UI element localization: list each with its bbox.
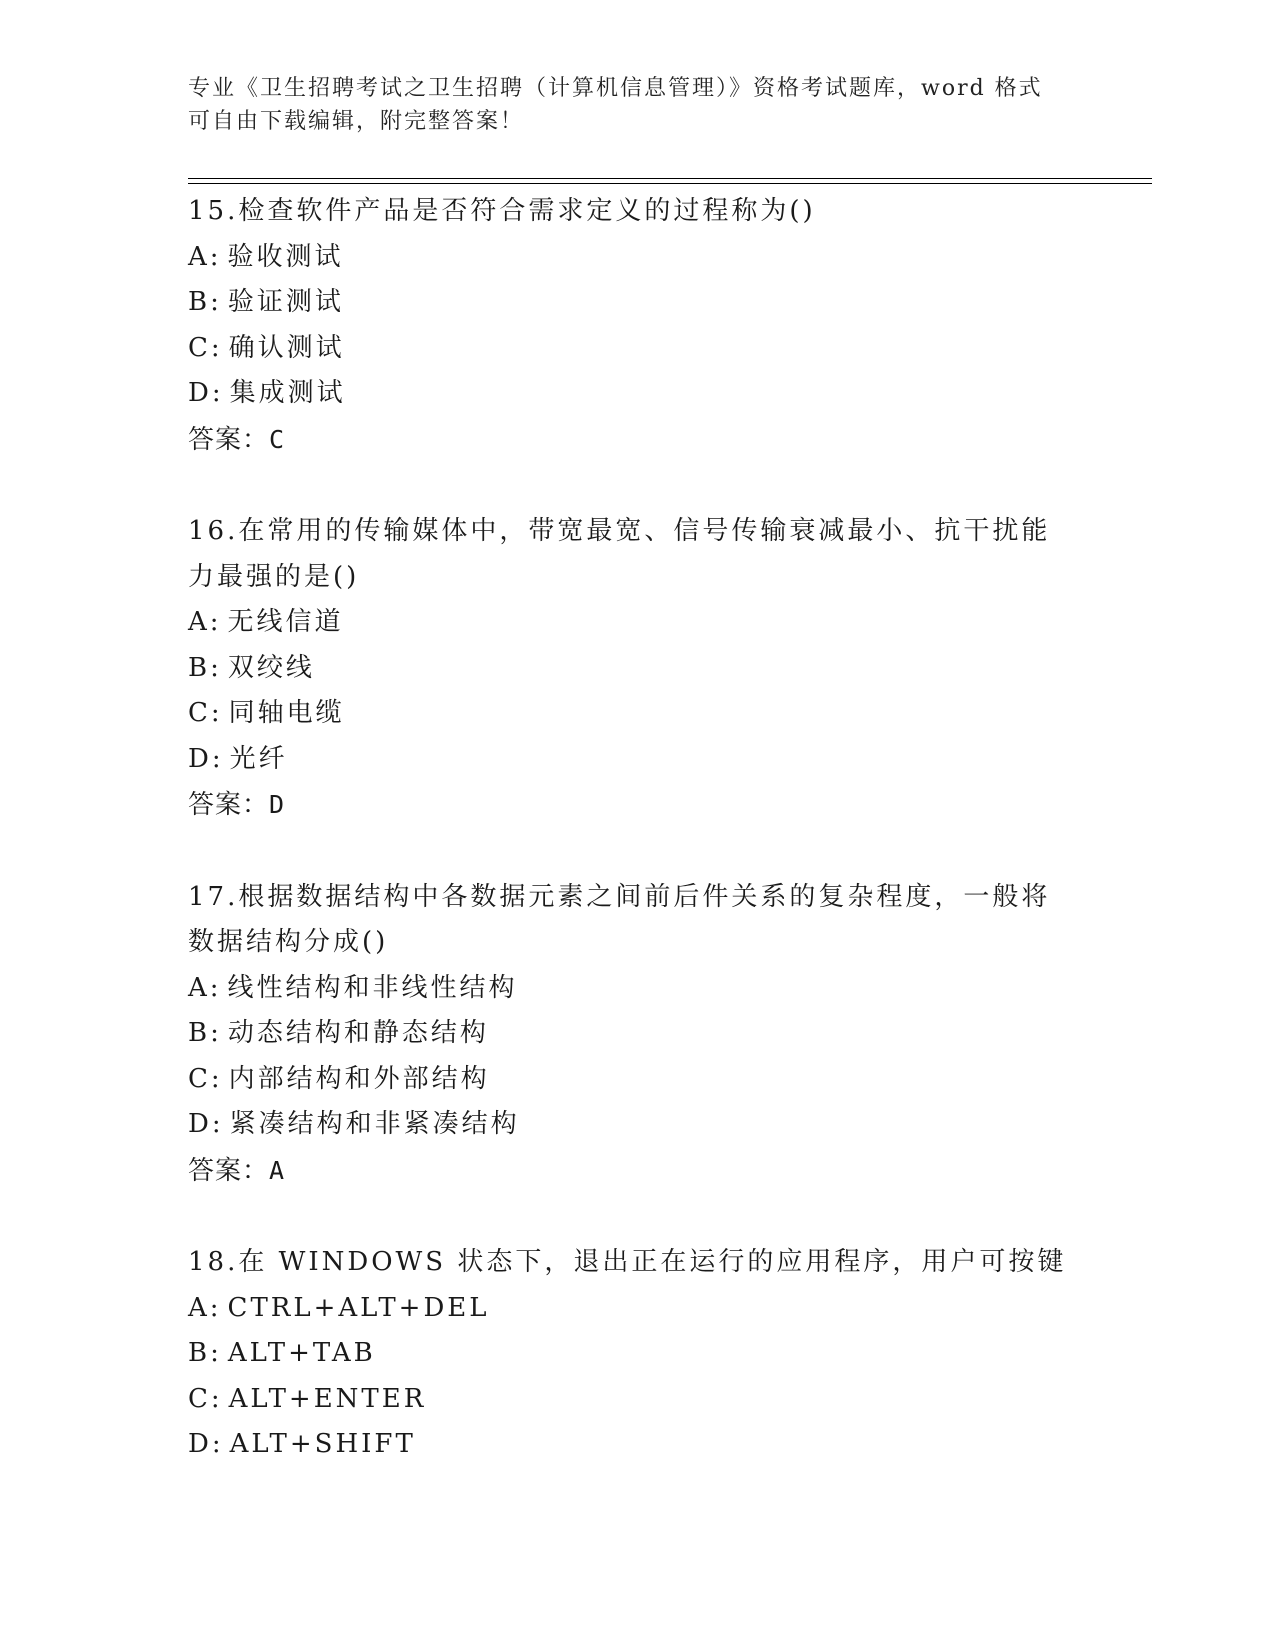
option-letter: D: <box>188 378 224 408</box>
option-text: 同轴电缆 <box>228 698 345 728</box>
question-stem: 17.根据数据结构中各数据元素之间前后件关系的复杂程度，一般将数据结构分成() <box>188 881 1051 957</box>
option-text: 内部结构和外部结构 <box>228 1063 490 1094</box>
option-letter: B: <box>188 1018 222 1048</box>
option-text: 集成测试 <box>229 378 346 408</box>
header-divider-bottom <box>188 183 1152 184</box>
option-text: 紧凑结构和非紧凑结构 <box>229 1109 520 1139</box>
option-letter: C: <box>188 1063 223 1094</box>
option-text: CTRL+ALT+DEL <box>227 1292 490 1323</box>
question-18 <box>188 1240 1088 1468</box>
option-letter: A: <box>188 607 222 637</box>
option-c <box>188 1377 1088 1423</box>
option-text: ALT+TAB <box>227 1338 376 1368</box>
option-a <box>188 235 1088 281</box>
option-text: 双绞线 <box>227 652 315 683</box>
option-b <box>188 1011 1088 1057</box>
header-line-1: 专业《卫生招聘考试之卫生招聘（计算机信息管理）》资格考试题库，word 格式 <box>188 76 1043 101</box>
question-15 <box>188 189 1088 463</box>
option-text: 光纤 <box>229 743 288 774</box>
answer-label: 答案： <box>188 790 270 820</box>
option-letter: C: <box>188 698 223 728</box>
answer-line <box>188 782 1088 829</box>
option-text: 确认测试 <box>228 332 345 363</box>
question-list <box>188 189 1088 1468</box>
option-d <box>188 1102 1088 1148</box>
option-b <box>188 646 1088 692</box>
document-header <box>188 72 1088 138</box>
option-d <box>188 371 1088 417</box>
option-d <box>188 737 1088 783</box>
answer-value: D <box>269 790 286 819</box>
option-a <box>188 966 1088 1012</box>
option-letter: C: <box>188 1383 223 1414</box>
option-letter: B: <box>188 652 222 683</box>
option-letter: B: <box>188 287 222 317</box>
option-text: ALT+SHIFT <box>229 1429 416 1459</box>
option-b <box>188 280 1088 326</box>
option-b <box>188 1331 1088 1377</box>
option-text: 动态结构和静态结构 <box>227 1018 489 1048</box>
option-letter: D: <box>188 1109 224 1139</box>
answer-value: A <box>269 1155 286 1185</box>
option-c <box>188 691 1088 737</box>
question-stem: 15.检查软件产品是否符合需求定义的过程称为() <box>188 196 816 226</box>
answer-value: C <box>269 424 286 454</box>
option-letter: A: <box>188 972 222 1003</box>
option-letter: A: <box>188 1292 222 1323</box>
header-divider-top <box>188 178 1152 179</box>
option-text: ALT+ENTER <box>228 1383 427 1414</box>
option-c <box>188 326 1088 372</box>
question-stem: 16.在常用的传输媒体中，带宽最宽、信号传输衰减最小、抗干扰能力最强的是() <box>188 516 1051 592</box>
option-c <box>188 1057 1088 1103</box>
question-16 <box>188 509 1088 829</box>
option-text: 无线信道 <box>227 607 344 637</box>
option-text: 验收测试 <box>227 241 344 272</box>
answer-line <box>188 417 1088 464</box>
option-a <box>188 600 1088 646</box>
answer-line <box>188 1148 1088 1195</box>
option-d <box>188 1422 1088 1468</box>
option-letter: B: <box>188 1338 222 1368</box>
option-letter: D: <box>188 1429 224 1459</box>
answer-label: 答案： <box>188 424 270 455</box>
option-letter: D: <box>188 743 224 774</box>
header-line-2: 可自由下载编辑，附完整答案！ <box>188 109 525 134</box>
option-letter: C: <box>188 332 223 363</box>
question-17 <box>188 875 1088 1195</box>
question-stem: 18.在 WINDOWS 状态下，退出正在运行的应用程序，用户可按键 <box>188 1247 1067 1277</box>
answer-label: 答案： <box>188 1155 270 1186</box>
option-text: 验证测试 <box>227 287 344 317</box>
option-letter: A: <box>188 241 222 272</box>
option-text: 线性结构和非线性结构 <box>227 972 518 1003</box>
option-a <box>188 1286 1088 1332</box>
